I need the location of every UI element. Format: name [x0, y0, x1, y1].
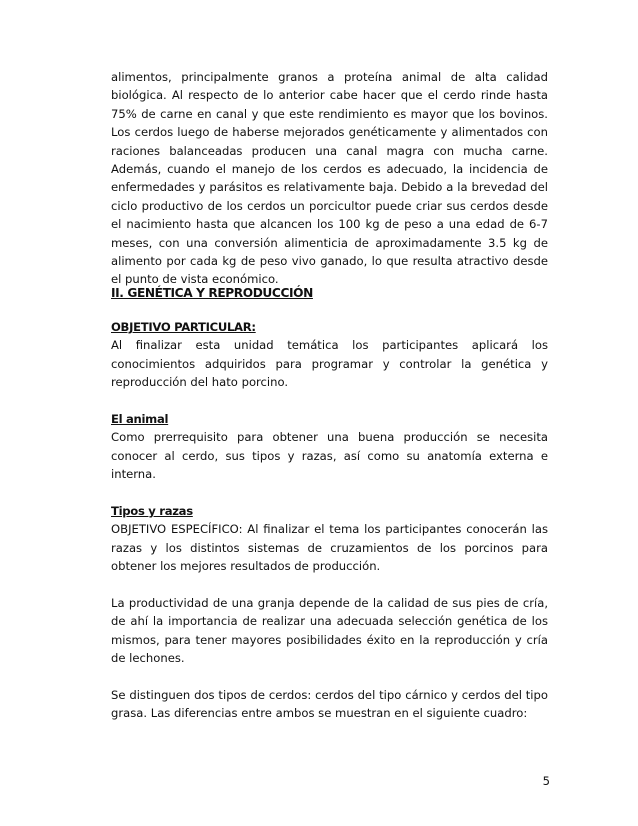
types-objective: OBJETIVO ESPECÍFICO: Al finalizar el tema los participantes conocerán las razas y los distintos sistemas de cruzamientos de los porcinos para obtener los mejores resultados de producción.	[111, 522, 548, 574]
spacer	[111, 668, 548, 686]
page-number: 5	[542, 774, 550, 788]
objective-heading: OBJETIVO PARTICULAR:	[111, 320, 256, 334]
types-heading: Tipos y razas	[111, 504, 193, 519]
spacer	[111, 484, 548, 502]
animal-heading: El animal	[111, 412, 169, 427]
animal-text: Como prerrequisito para obtener una buena producción se necesita conocer al cerdo, sus tipos y razas, así como su anatomía externa e interna.	[111, 430, 548, 482]
spacer	[111, 576, 548, 594]
objective-text: Al finalizar esta unidad temática los participantes aplicará los conocimientos adquiridos para programar y controlar la genética y reproducción del hato porcino.	[111, 338, 548, 390]
section-body	[111, 318, 548, 723]
productivity-paragraph: La productividad de una granja depende de la calidad de sus pies de cría, de ahí la importancia de realizar una adecuada selección genética de los mismos, para tener mayores posibilidades éxito en la reproducción y cría de lechones.	[111, 596, 548, 666]
types-paragraph: Se distinguen dos tipos de cerdos: cerdos del tipo cárnico y cerdos del tipo grasa. Las diferencias entre ambos se muestran en el siguiente cuadro:	[111, 688, 548, 721]
intro-block	[111, 68, 548, 289]
spacer	[111, 392, 548, 410]
section-title: II. GENÉTICA Y REPRODUCCIÓN	[111, 286, 313, 300]
intro-paragraph: alimentos, principalmente granos a proteína animal de alta calidad biológica. Al respecto de lo anterior cabe hacer que el cerdo rinde hasta 75% de carne en canal y que este rendimiento es mayor que los bovinos. Los cerdos luego de haberse mejorados genéticamente y alimentados con raciones balanceadas producen una canal magra con mucha carne. Además, cuando el manejo de los cerdos es adecuado, la incidencia de enfermedades y parásitos es relativamente baja. Debido a la brevedad del ciclo productivo de los cerdos un porcicultor puede criar sus cerdos desde el nacimiento hasta que alcancen los 100 kg de peso a una edad de 6-7 meses, con una conversión alimenticia de aproximadamente 3.5 kg de alimento por cada kg de peso vivo ganado, lo que resulta atractivo desde el punto de vista económico.	[111, 70, 548, 287]
